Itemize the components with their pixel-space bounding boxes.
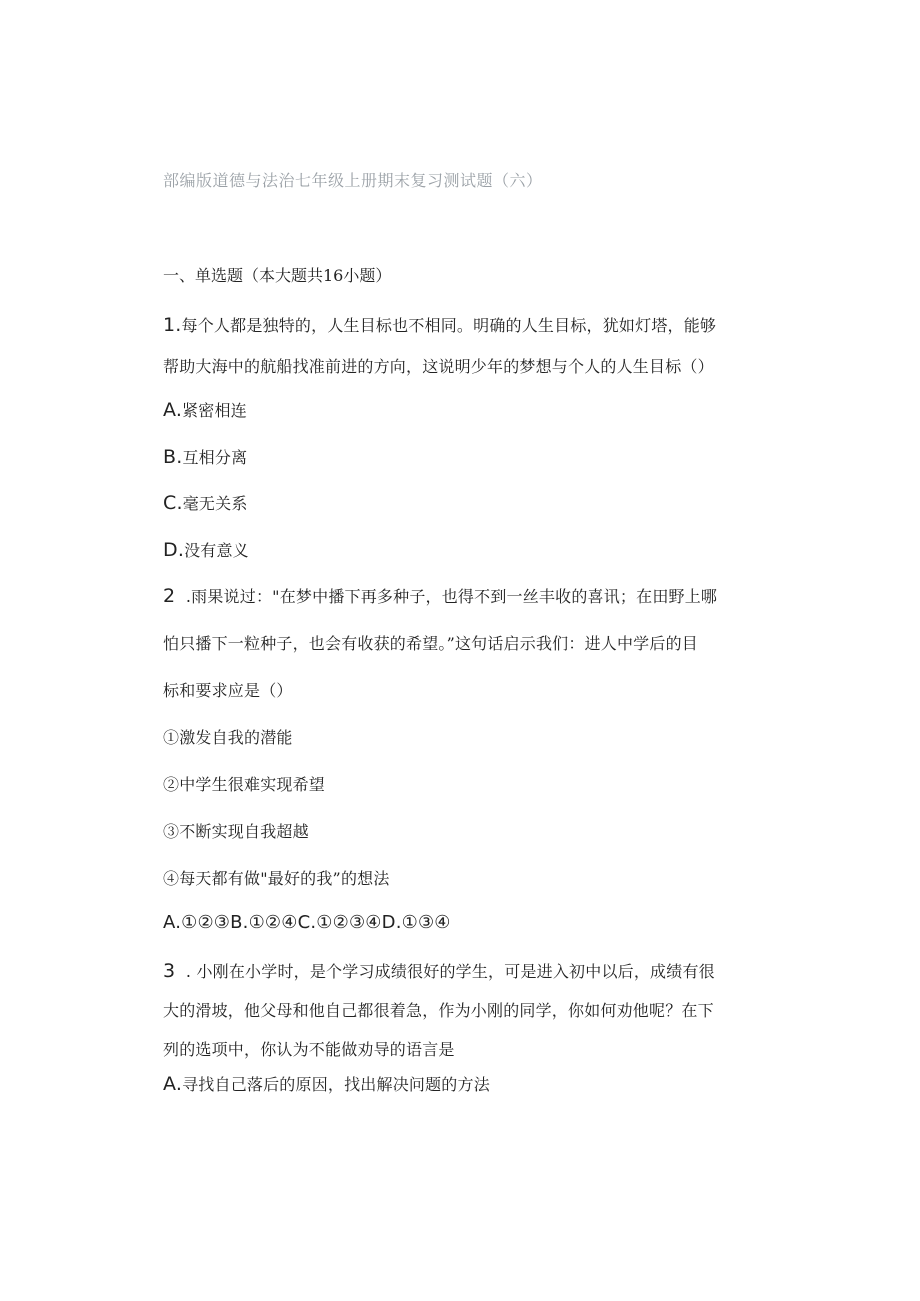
question-3-line-2: 大的滑坡，他父母和他自己都很着急，作为小刚的同学，你如何劝他呢？在下 [163,1001,714,1020]
question-2-text-1: .雨果说过："在梦中播下再多种子，也得不到一丝丰收的喜讯；在田野上哪 [185,587,718,606]
question-3-number: 3 [163,960,176,982]
question-1-number: 1. [163,314,182,336]
option-key: B. [163,446,183,468]
question-2-statement-4: ④每天都有做"最好的我”的想法 [163,869,390,888]
option-key: C. [163,492,183,514]
option-key: A. [163,399,183,421]
question-1-line-2: 帮助大海中的航船找准前进的方向，这说明少年的梦想与个人的人生目标（） [163,357,714,376]
question-3-text-1: . 小刚在小学时，是个学习成绩很好的学生，可是进入初中以后，成绩有很 [185,962,715,981]
question-1-line-1 [163,313,716,336]
question-2-number: 2 [163,585,176,607]
question-2-line-3: 标和要求应是（） [163,681,293,700]
question-2-options: A.①②③B.①②④C.①②③④D.①③④ [163,912,451,933]
question-1-option-d [163,538,249,561]
option-text: 寻找自己落后的原因，找出解决问题的方法 [182,1075,490,1094]
question-3-option-a [163,1072,490,1095]
question-1-option-c [163,491,248,514]
option-text: 毫无关系 [182,494,248,513]
question-2-line-2: 怕只播下一粒种子，也会有收获的希望。”这句话启示我们：进人中学后的目 [163,634,698,653]
question-1-text-1: 每个人都是独特的，人生目标也不相同。明确的人生目标，犹如灯塔，能够 [181,316,717,335]
question-1-option-a [163,398,247,421]
option-key: A. [163,1073,183,1095]
section-heading: 一、单选题（本大题共16小题） [163,266,392,285]
question-2-statement-2: ②中学生很难实现希望 [163,775,326,794]
option-text: 互相分离 [182,448,248,467]
question-3-line-1 [163,959,715,982]
question-2-statement-3: ③不断实现自我超越 [163,822,309,841]
document-title: 部编版道德与法治七年级上册期末复习测试题（六） [163,171,543,190]
question-2-line-1 [163,584,717,607]
question-1-option-b [163,445,247,468]
option-text: 没有意义 [184,541,249,560]
option-key: D. [163,539,185,561]
question-2-statement-1: ①激发自我的潜能 [163,728,293,747]
option-text: 紧密相连 [182,401,247,420]
question-3-line-3: 列的选项中，你认为不能做劝导的语言是 [163,1040,455,1059]
